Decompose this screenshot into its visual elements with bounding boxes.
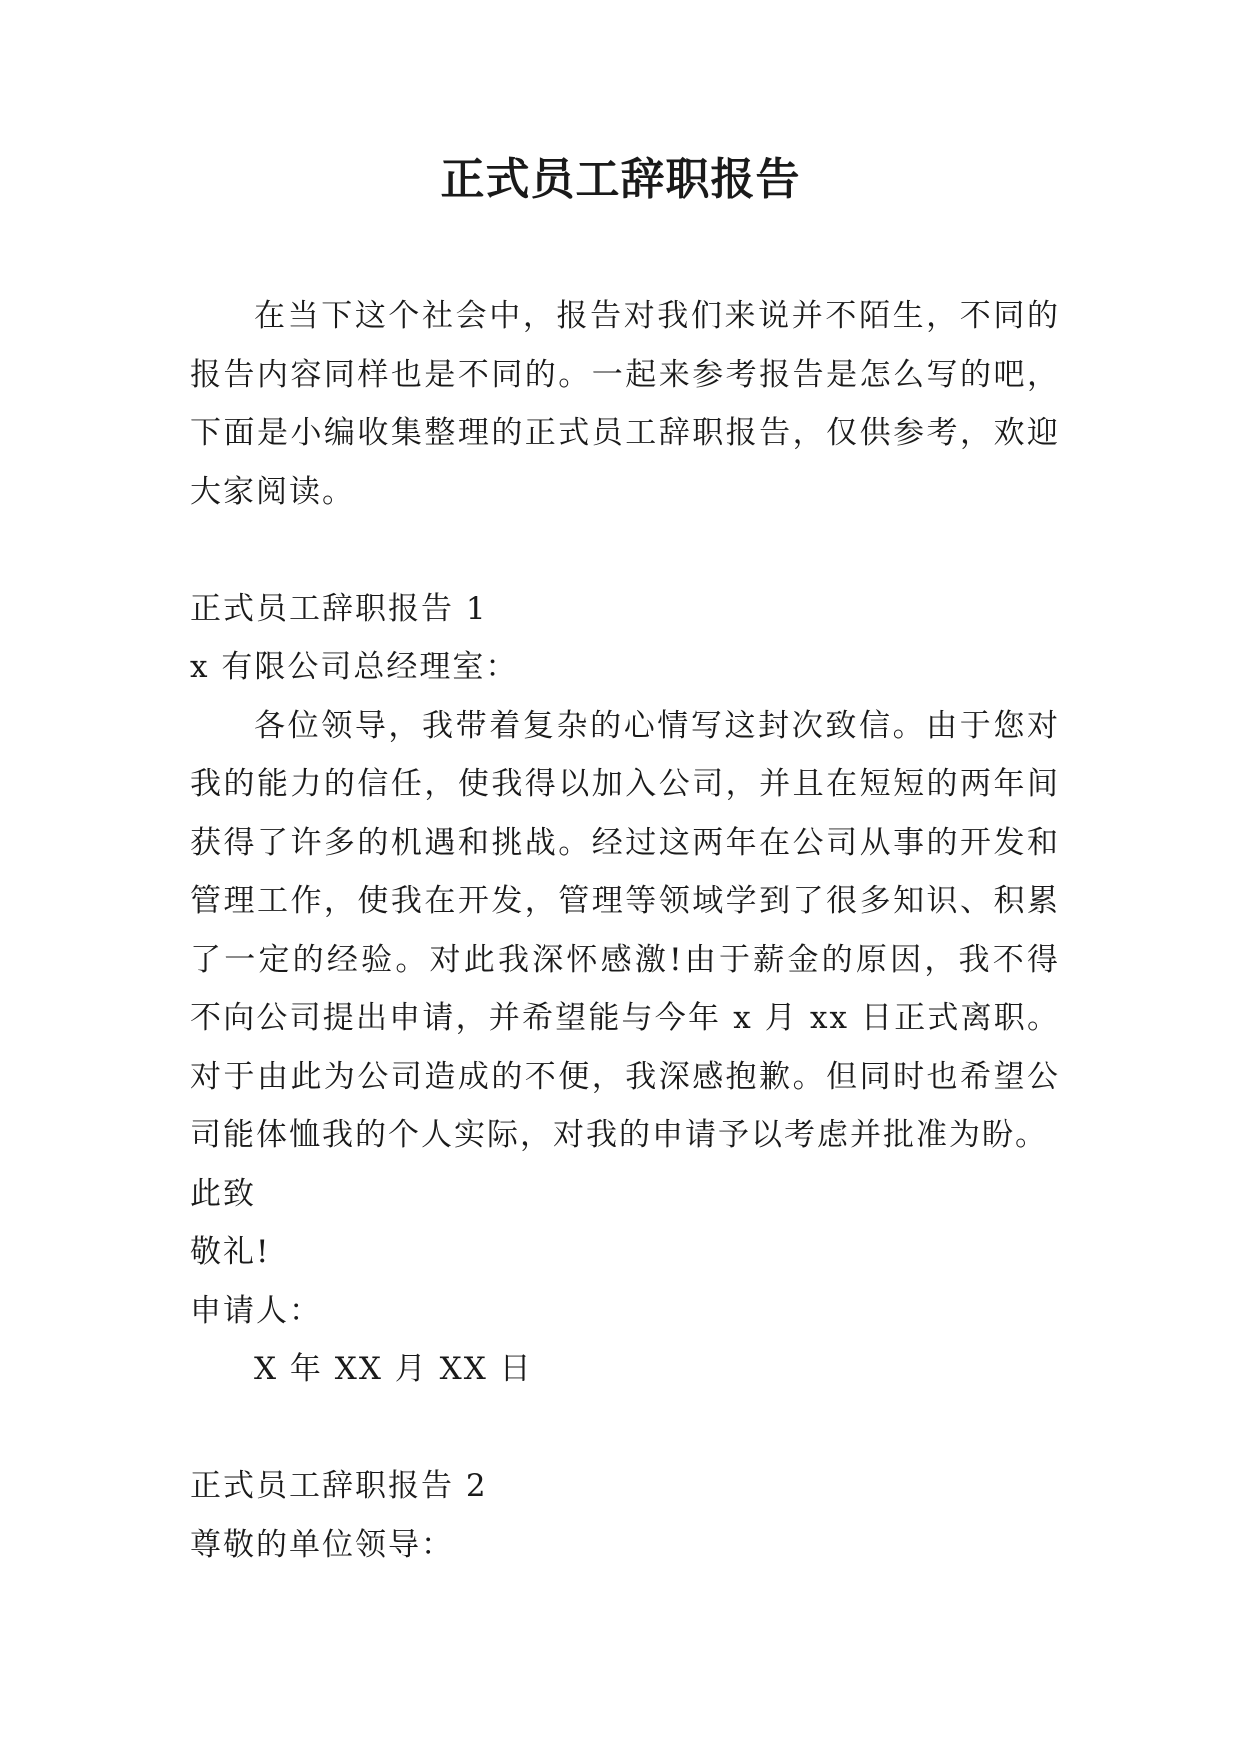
section1-applicant: 申请人： [190,1292,322,1329]
section2-recipient: 尊敬的单位领导： [190,1526,454,1563]
section1-closing-regards: 敬礼! [190,1234,271,1270]
section1-body-paragraph: 各位领导，我带着复杂的心情写这封次致信。由于您对我的能力的信任，使我得以加入公司，并且在短短的两年间获得了许多的机遇和挑战。经过这两年在公司从事的开发和管理工作，使我在开发，管理等领域学到了很多知识、积累了一定的经验。对此我深怀感激!由于薪金的原因，我不得不向公司提出申请，并希望能与今年 x 月 xx 日正式离职。对于由此为公司造成的不便，我深感抱歉。但同时也希望公司能体恤我的个人实际，对我的申请予以考虑并批准为盼。 [190,707,1060,1153]
document-body [190,287,1060,1574]
spacer [190,1399,1060,1458]
section1-recipient: x 有限公司总经理室： [190,649,519,685]
section1-date: X 年 XX 月 XX 日 [254,1351,533,1387]
section1-closing-salutation: 此致 [190,1175,256,1212]
document-title: 正式员工辞职报告 [440,154,801,205]
intro-paragraph: 在当下这个社会中，报告对我们来说并不陌生，不同的报告内容同样也是不同的。一起来参考报告是怎么写的吧，下面是小编收集整理的正式员工辞职报告，仅供参考，欢迎大家阅读。 [190,298,1060,510]
section1-heading: 正式员工辞职报告 1 [190,590,488,627]
spacer [190,521,1060,580]
section2-heading: 正式员工辞职报告 2 [190,1468,488,1504]
